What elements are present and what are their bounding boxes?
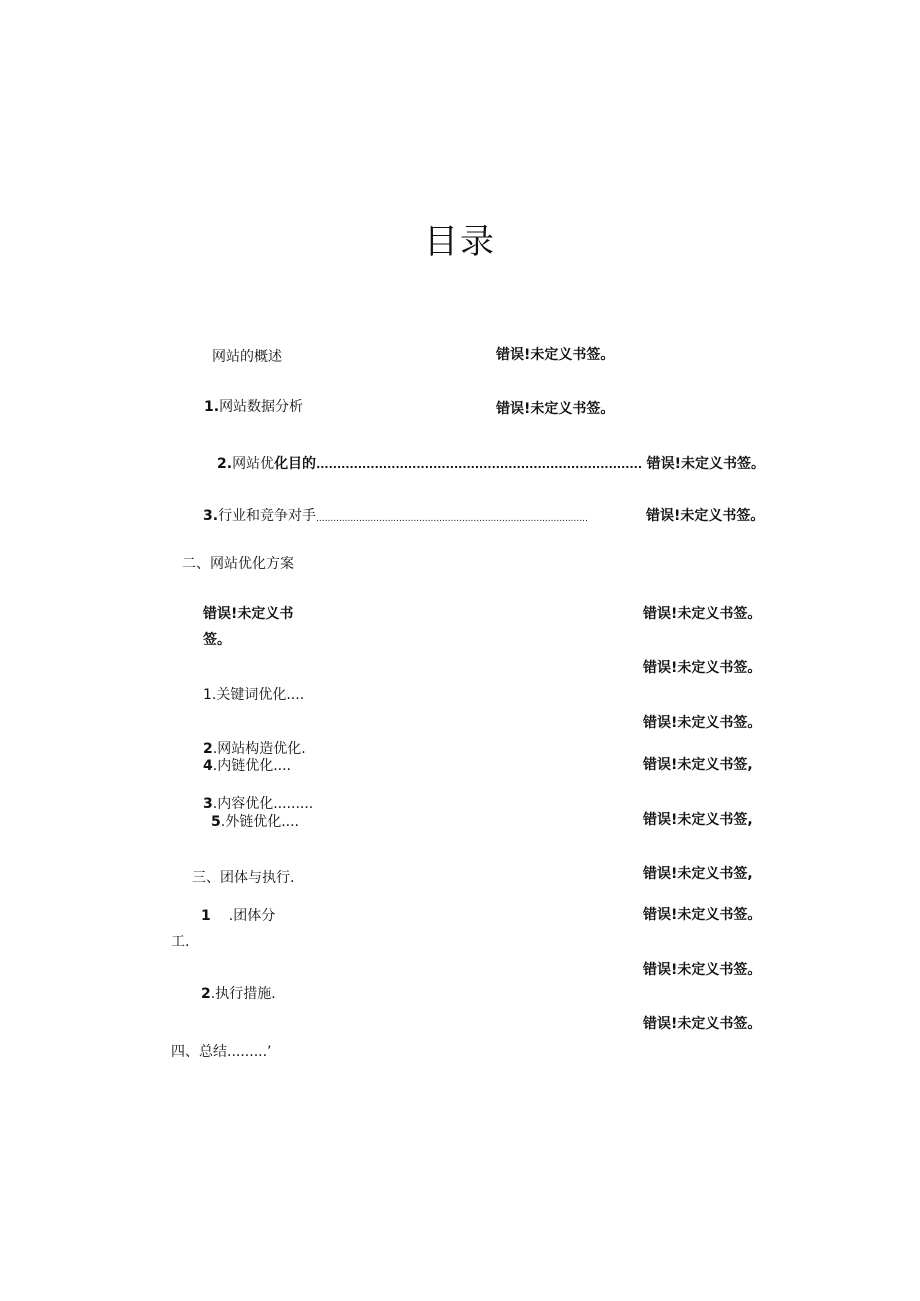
toc-entry-error-label-line1[interactable]: 错误!未定义书 (203, 606, 294, 622)
toc-entry-team-division-cont[interactable]: 工. (171, 934, 190, 950)
toc-entry-keywords[interactable]: 1.关键词优化.... (203, 687, 305, 703)
toc-ref-overview[interactable]: 错误!未定义书签。 (496, 347, 615, 363)
toc-entry-external-links[interactable] (211, 813, 299, 831)
toc-entry-content[interactable] (203, 795, 313, 813)
toc-entry-number: 2 (203, 741, 213, 757)
toc-entry-label: .执行措施. (210, 986, 276, 1002)
toc-ref-measures[interactable]: 错误!未定义书签。 (643, 962, 762, 978)
toc-entry-competitors[interactable] (203, 507, 647, 528)
toc-ref-keywords[interactable]: 错误!未定义书签。 (643, 660, 762, 676)
toc-ref-summary[interactable]: 错误!未定义书签。 (643, 1016, 762, 1032)
toc-entry-label: .网站构造优化. (212, 741, 306, 757)
toc-entry-overview[interactable]: 网站的概述 (212, 349, 282, 365)
toc-section-optimization-plan[interactable]: 二、网站优化方案 (182, 556, 294, 572)
toc-entry-label-bold: 化目的 (274, 456, 317, 472)
toc-leader-dots: .............................................................................. (316, 458, 643, 471)
toc-entry-number: 1. (204, 399, 220, 415)
toc-ref-error-entry[interactable]: 错误!未定义书签。 (643, 606, 762, 622)
toc-entry-internal-links[interactable] (203, 757, 291, 775)
toc-ref-structure[interactable]: 错误!未定义书签。 (643, 715, 762, 731)
toc-entry-number: 3. (203, 508, 219, 524)
toc-ref-internal-links[interactable]: 错误!未定义书签, (643, 757, 753, 773)
toc-entry-team-division[interactable] (201, 907, 275, 925)
toc-ref-team-division[interactable]: 错误!未定义书签。 (643, 907, 762, 923)
toc-ref-team-execution[interactable]: 错误!未定义书签, (643, 866, 753, 882)
toc-entry-label: .内链优化.... (212, 758, 292, 774)
toc-entry-label: 网站数据分析 (219, 399, 304, 415)
toc-entry-label: .团体分 (228, 908, 276, 924)
toc-entry-structure[interactable] (203, 740, 306, 758)
toc-section-summary[interactable]: 四、总结.........’ (171, 1044, 272, 1060)
toc-entry-number: 2 (201, 986, 211, 1002)
toc-entry-data-analysis[interactable] (204, 398, 303, 416)
toc-entry-number: 1 (201, 908, 211, 924)
toc-entry-number: 5 (211, 814, 221, 830)
toc-entry-label: .外链优化.... (220, 814, 300, 830)
toc-entry-purpose[interactable] (217, 455, 765, 474)
toc-entry-measures[interactable] (201, 985, 276, 1003)
toc-entry-error-label-line2[interactable]: 签。 (203, 632, 231, 648)
toc-entry-label: .内容优化......... (212, 796, 314, 812)
toc-leader-dots: ............................................................................................... (316, 514, 588, 524)
toc-entry-number: 2. (217, 456, 233, 472)
toc-ref-purpose: 错误!未定义书签。 (646, 456, 765, 472)
toc-entry-number: 3 (203, 796, 213, 812)
toc-section-team-execution[interactable]: 三、团体与执行. (192, 870, 295, 886)
page-title: 目录 (424, 222, 496, 262)
toc-ref-data-analysis[interactable]: 错误!未定义书签。 (496, 401, 615, 417)
toc-ref-competitors[interactable]: 错误!未定义书签。 (646, 508, 765, 524)
toc-entry-number: 4 (203, 758, 213, 774)
toc-ref-external-links[interactable]: 错误!未定义书签, (643, 812, 753, 828)
toc-entry-label: 网站优 (232, 456, 275, 472)
toc-entry-label: 行业和竞争对手 (218, 508, 317, 524)
